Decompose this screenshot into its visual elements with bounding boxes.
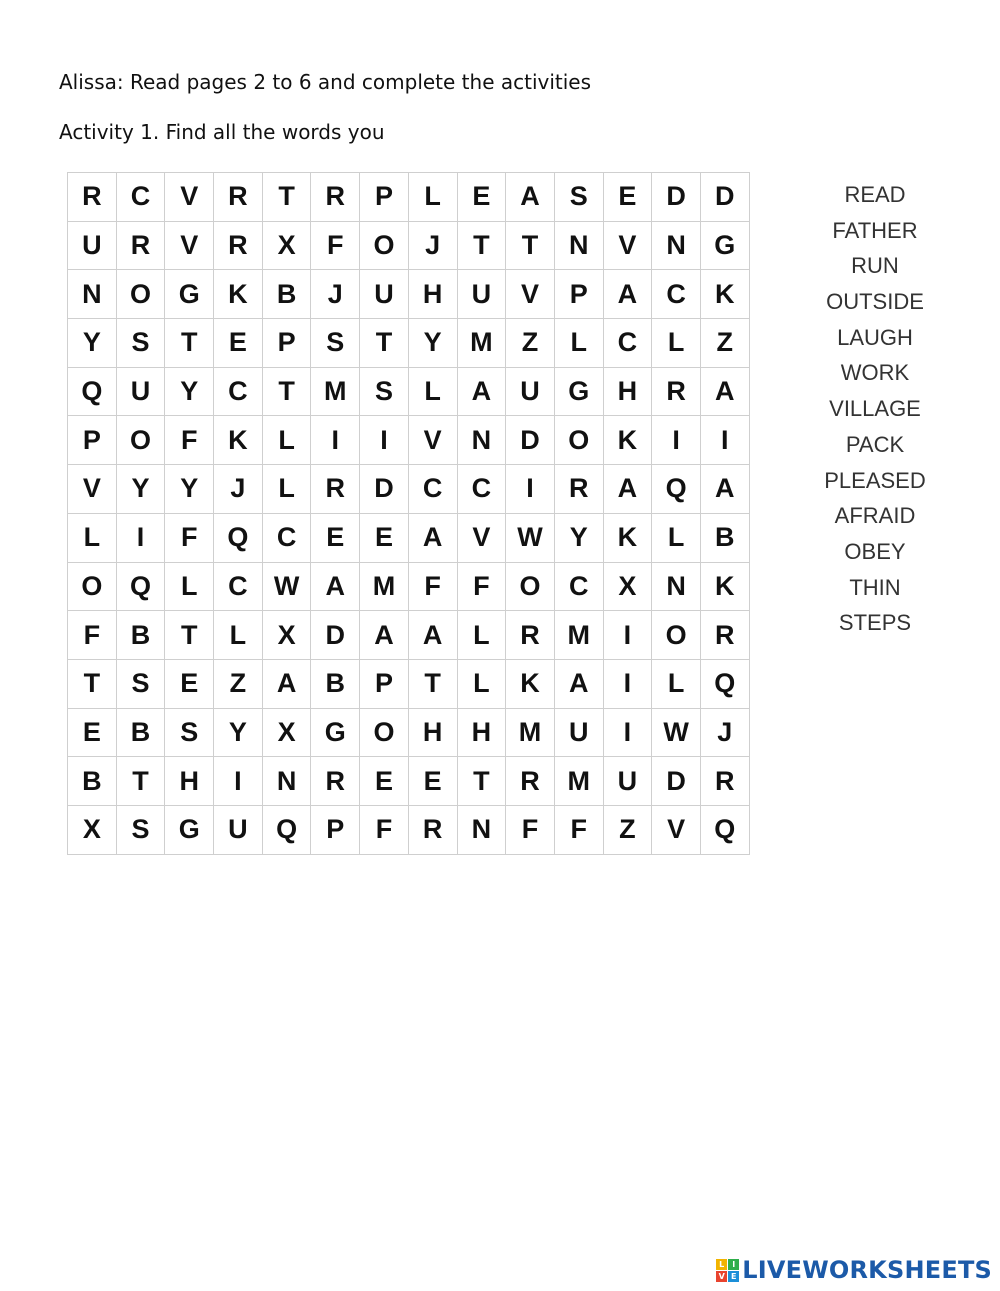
grid-cell[interactable]: A bbox=[408, 611, 457, 660]
grid-cell[interactable]: U bbox=[214, 805, 263, 854]
grid-cell[interactable]: M bbox=[311, 367, 360, 416]
grid-cell[interactable]: T bbox=[360, 319, 409, 368]
logo-letter-tile: I bbox=[728, 1259, 739, 1270]
grid-cell[interactable]: G bbox=[311, 708, 360, 757]
grid-cell[interactable]: L bbox=[457, 611, 506, 660]
grid-cell[interactable]: N bbox=[457, 416, 506, 465]
grid-cell[interactable]: I bbox=[603, 611, 652, 660]
grid-cell[interactable]: Q bbox=[68, 367, 117, 416]
grid-cell[interactable]: N bbox=[457, 805, 506, 854]
grid-cell[interactable]: U bbox=[603, 757, 652, 806]
grid-cell[interactable]: R bbox=[311, 465, 360, 514]
grid-cell[interactable]: E bbox=[311, 513, 360, 562]
grid-row bbox=[68, 319, 750, 368]
grid-cell[interactable]: S bbox=[116, 659, 165, 708]
grid-cell[interactable]: P bbox=[311, 805, 360, 854]
word-list-item: THIN bbox=[849, 574, 901, 600]
grid-cell[interactable]: F bbox=[408, 562, 457, 611]
grid-row bbox=[68, 270, 750, 319]
grid-cell[interactable]: X bbox=[262, 611, 311, 660]
grid-cell[interactable]: J bbox=[214, 465, 263, 514]
grid-cell[interactable]: E bbox=[165, 659, 214, 708]
grid-cell[interactable]: B bbox=[700, 513, 749, 562]
grid-cell[interactable]: R bbox=[311, 173, 360, 222]
grid-cell[interactable]: G bbox=[700, 221, 749, 270]
grid-cell[interactable]: L bbox=[262, 416, 311, 465]
grid-cell[interactable]: F bbox=[165, 513, 214, 562]
grid-cell[interactable]: T bbox=[165, 611, 214, 660]
grid-cell[interactable]: T bbox=[116, 757, 165, 806]
grid-cell[interactable]: S bbox=[165, 708, 214, 757]
grid-cell[interactable]: R bbox=[700, 611, 749, 660]
grid-cell[interactable]: F bbox=[457, 562, 506, 611]
grid-cell[interactable]: W bbox=[506, 513, 555, 562]
grid-cell[interactable]: O bbox=[68, 562, 117, 611]
grid-cell[interactable]: L bbox=[68, 513, 117, 562]
word-list-item: AFRAID bbox=[834, 503, 916, 529]
grid-row bbox=[68, 805, 750, 854]
grid-cell[interactable]: E bbox=[408, 757, 457, 806]
grid-cell[interactable]: B bbox=[68, 757, 117, 806]
grid-cell[interactable]: A bbox=[700, 465, 749, 514]
grid-row bbox=[68, 659, 750, 708]
word-list-item: OUTSIDE bbox=[826, 289, 924, 315]
grid-cell[interactable]: K bbox=[506, 659, 555, 708]
grid-row bbox=[68, 416, 750, 465]
grid-cell[interactable]: Q bbox=[214, 513, 263, 562]
grid-cell[interactable]: Y bbox=[408, 319, 457, 368]
grid-cell[interactable]: D bbox=[652, 173, 701, 222]
grid-cell[interactable]: M bbox=[506, 708, 555, 757]
grid-cell[interactable]: T bbox=[457, 221, 506, 270]
grid-cell[interactable]: R bbox=[214, 221, 263, 270]
grid-cell[interactable]: B bbox=[262, 270, 311, 319]
grid-cell[interactable]: A bbox=[262, 659, 311, 708]
grid-cell[interactable]: F bbox=[554, 805, 603, 854]
grid-cell[interactable]: K bbox=[603, 416, 652, 465]
grid-cell[interactable]: V bbox=[457, 513, 506, 562]
grid-cell[interactable]: Y bbox=[554, 513, 603, 562]
grid-cell[interactable]: O bbox=[652, 611, 701, 660]
grid-cell[interactable]: I bbox=[506, 465, 555, 514]
grid-cell[interactable]: T bbox=[506, 221, 555, 270]
grid-row bbox=[68, 513, 750, 562]
grid-cell[interactable]: D bbox=[652, 757, 701, 806]
grid-cell[interactable]: C bbox=[262, 513, 311, 562]
grid-cell[interactable]: U bbox=[506, 367, 555, 416]
grid-cell[interactable]: W bbox=[262, 562, 311, 611]
grid-cell[interactable]: I bbox=[116, 513, 165, 562]
word-list-item: PACK bbox=[845, 431, 905, 457]
grid-cell[interactable]: V bbox=[408, 416, 457, 465]
liveworksheets-brand bbox=[716, 1252, 992, 1288]
word-list-item: VILLAGE bbox=[829, 396, 921, 422]
grid-cell[interactable]: F bbox=[311, 221, 360, 270]
word-list-item: STEPS bbox=[838, 610, 912, 636]
grid-cell[interactable]: F bbox=[506, 805, 555, 854]
grid-cell[interactable]: I bbox=[360, 416, 409, 465]
word-list-item: PLEASED bbox=[824, 467, 926, 493]
grid-cell[interactable]: C bbox=[652, 270, 701, 319]
grid-cell[interactable]: V bbox=[506, 270, 555, 319]
grid-cell[interactable]: K bbox=[214, 416, 263, 465]
grid-cell[interactable]: H bbox=[165, 757, 214, 806]
grid-cell[interactable]: J bbox=[700, 708, 749, 757]
grid-cell[interactable]: B bbox=[116, 611, 165, 660]
word-list bbox=[800, 180, 950, 644]
grid-cell[interactable]: A bbox=[554, 659, 603, 708]
grid-cell[interactable]: I bbox=[652, 416, 701, 465]
grid-cell[interactable]: L bbox=[262, 465, 311, 514]
grid-cell[interactable]: A bbox=[603, 465, 652, 514]
grid-cell[interactable]: J bbox=[311, 270, 360, 319]
grid-cell[interactable]: D bbox=[360, 465, 409, 514]
grid-cell[interactable]: L bbox=[214, 611, 263, 660]
grid-row bbox=[68, 367, 750, 416]
grid-cell[interactable]: O bbox=[360, 708, 409, 757]
grid-cell[interactable]: E bbox=[360, 757, 409, 806]
liveworksheets-logo-icon bbox=[716, 1259, 739, 1282]
grid-cell[interactable]: E bbox=[360, 513, 409, 562]
grid-cell[interactable]: E bbox=[214, 319, 263, 368]
grid-cell[interactable]: R bbox=[116, 221, 165, 270]
word-list-item: LAUGH bbox=[837, 324, 913, 350]
grid-cell[interactable]: S bbox=[116, 319, 165, 368]
word-search-grid bbox=[67, 172, 750, 855]
grid-cell[interactable]: A bbox=[408, 513, 457, 562]
grid-cell[interactable]: O bbox=[360, 221, 409, 270]
grid-cell[interactable]: M bbox=[554, 757, 603, 806]
grid-cell[interactable]: G bbox=[554, 367, 603, 416]
grid-cell[interactable]: U bbox=[554, 708, 603, 757]
grid-cell[interactable]: A bbox=[311, 562, 360, 611]
grid-cell[interactable]: K bbox=[603, 513, 652, 562]
grid-cell[interactable]: R bbox=[506, 757, 555, 806]
brand-name: LIVEWORKSHEETS bbox=[742, 1256, 992, 1284]
grid-cell[interactable]: Q bbox=[700, 659, 749, 708]
word-list-item: WORK bbox=[840, 360, 910, 386]
grid-row bbox=[68, 562, 750, 611]
grid-row bbox=[68, 221, 750, 270]
grid-cell[interactable]: V bbox=[68, 465, 117, 514]
grid-cell[interactable]: U bbox=[360, 270, 409, 319]
grid-cell[interactable]: L bbox=[652, 659, 701, 708]
grid-cell[interactable]: L bbox=[408, 173, 457, 222]
grid-cell[interactable]: A bbox=[457, 367, 506, 416]
grid-cell[interactable]: A bbox=[700, 367, 749, 416]
grid-cell[interactable]: R bbox=[700, 757, 749, 806]
grid-cell[interactable]: I bbox=[603, 708, 652, 757]
grid-cell[interactable]: Q bbox=[262, 805, 311, 854]
grid-cell[interactable]: K bbox=[700, 562, 749, 611]
grid-cell[interactable]: S bbox=[554, 173, 603, 222]
grid-cell[interactable]: H bbox=[408, 708, 457, 757]
grid-cell[interactable]: T bbox=[165, 319, 214, 368]
grid-cell[interactable]: H bbox=[457, 708, 506, 757]
grid-cell[interactable]: L bbox=[165, 562, 214, 611]
grid-cell[interactable]: A bbox=[360, 611, 409, 660]
grid-cell[interactable]: Y bbox=[68, 319, 117, 368]
grid-row bbox=[68, 708, 750, 757]
grid-cell[interactable]: H bbox=[408, 270, 457, 319]
grid-cell[interactable]: T bbox=[408, 659, 457, 708]
grid-row bbox=[68, 611, 750, 660]
grid-cell[interactable]: N bbox=[262, 757, 311, 806]
grid-cell[interactable]: L bbox=[652, 319, 701, 368]
logo-letter-tile: V bbox=[716, 1271, 727, 1282]
grid-cell[interactable]: L bbox=[652, 513, 701, 562]
grid-cell[interactable]: C bbox=[214, 562, 263, 611]
grid-cell[interactable]: C bbox=[408, 465, 457, 514]
grid-cell[interactable]: I bbox=[311, 416, 360, 465]
grid-cell[interactable]: T bbox=[68, 659, 117, 708]
grid-cell[interactable]: Z bbox=[214, 659, 263, 708]
grid-cell[interactable]: R bbox=[506, 611, 555, 660]
grid-cell[interactable]: M bbox=[457, 319, 506, 368]
grid-cell[interactable]: N bbox=[652, 221, 701, 270]
grid-cell[interactable]: U bbox=[457, 270, 506, 319]
grid-cell[interactable]: B bbox=[116, 708, 165, 757]
grid-cell[interactable]: D bbox=[506, 416, 555, 465]
grid-cell[interactable]: S bbox=[360, 367, 409, 416]
grid-cell[interactable]: R bbox=[408, 805, 457, 854]
word-list-item: RUN bbox=[851, 253, 899, 279]
grid-cell[interactable]: L bbox=[408, 367, 457, 416]
grid-row bbox=[68, 757, 750, 806]
grid-cell[interactable]: V bbox=[603, 221, 652, 270]
grid-cell[interactable]: I bbox=[700, 416, 749, 465]
word-list-item: FATHER bbox=[832, 217, 918, 243]
grid-cell[interactable]: L bbox=[457, 659, 506, 708]
grid-cell[interactable]: G bbox=[165, 270, 214, 319]
grid-cell[interactable]: F bbox=[165, 416, 214, 465]
grid-cell[interactable]: Q bbox=[700, 805, 749, 854]
grid-cell[interactable]: P bbox=[68, 416, 117, 465]
grid-row bbox=[68, 465, 750, 514]
grid-cell[interactable]: O bbox=[554, 416, 603, 465]
grid-cell[interactable]: C bbox=[603, 319, 652, 368]
grid-cell[interactable]: E bbox=[68, 708, 117, 757]
grid-cell[interactable]: T bbox=[262, 173, 311, 222]
grid-cell[interactable]: M bbox=[554, 611, 603, 660]
grid-cell[interactable]: V bbox=[165, 173, 214, 222]
grid-cell[interactable]: X bbox=[68, 805, 117, 854]
grid-cell[interactable]: U bbox=[68, 221, 117, 270]
grid-cell[interactable]: O bbox=[506, 562, 555, 611]
grid-cell[interactable]: R bbox=[68, 173, 117, 222]
grid-cell[interactable]: W bbox=[652, 708, 701, 757]
grid-cell[interactable]: N bbox=[652, 562, 701, 611]
grid-cell[interactable]: S bbox=[116, 805, 165, 854]
grid-cell[interactable]: Z bbox=[700, 319, 749, 368]
grid-cell[interactable]: C bbox=[554, 562, 603, 611]
grid-cell[interactable]: X bbox=[262, 708, 311, 757]
grid-cell[interactable]: Y bbox=[165, 367, 214, 416]
grid-cell[interactable]: V bbox=[165, 221, 214, 270]
logo-letter-tile: L bbox=[716, 1259, 727, 1270]
grid-cell[interactable]: E bbox=[603, 173, 652, 222]
grid-cell[interactable]: F bbox=[68, 611, 117, 660]
grid-cell[interactable]: M bbox=[360, 562, 409, 611]
grid-cell[interactable]: C bbox=[116, 173, 165, 222]
grid-cell[interactable]: F bbox=[360, 805, 409, 854]
grid-cell[interactable]: O bbox=[116, 416, 165, 465]
grid-cell[interactable]: R bbox=[214, 173, 263, 222]
grid-cell[interactable]: D bbox=[700, 173, 749, 222]
grid-cell[interactable]: I bbox=[214, 757, 263, 806]
grid-cell[interactable]: G bbox=[165, 805, 214, 854]
grid-cell[interactable]: C bbox=[214, 367, 263, 416]
grid-cell[interactable]: X bbox=[262, 221, 311, 270]
grid-cell[interactable]: P bbox=[262, 319, 311, 368]
grid-cell[interactable]: E bbox=[457, 173, 506, 222]
instruction-text: Alissa: Read pages 2 to 6 and complete the activities bbox=[59, 70, 592, 94]
grid-cell[interactable]: T bbox=[457, 757, 506, 806]
grid-cell[interactable]: H bbox=[603, 367, 652, 416]
grid-cell[interactable]: Q bbox=[652, 465, 701, 514]
grid-cell[interactable]: D bbox=[311, 611, 360, 660]
grid-cell[interactable]: V bbox=[652, 805, 701, 854]
grid-cell[interactable]: Z bbox=[506, 319, 555, 368]
grid-cell[interactable]: C bbox=[457, 465, 506, 514]
word-list-item: OBEY bbox=[844, 538, 906, 564]
grid-cell[interactable]: K bbox=[214, 270, 263, 319]
word-list-item: READ bbox=[844, 182, 906, 207]
grid-cell[interactable]: R bbox=[652, 367, 701, 416]
grid-cell[interactable]: N bbox=[68, 270, 117, 319]
grid-cell[interactable]: J bbox=[408, 221, 457, 270]
grid-cell[interactable]: Y bbox=[165, 465, 214, 514]
activity-title: Activity 1. Find all the words you bbox=[59, 120, 385, 144]
grid-cell[interactable]: R bbox=[554, 465, 603, 514]
grid-cell[interactable]: U bbox=[116, 367, 165, 416]
grid-cell[interactable]: P bbox=[360, 659, 409, 708]
grid-cell[interactable]: R bbox=[311, 757, 360, 806]
grid-cell[interactable]: L bbox=[554, 319, 603, 368]
grid-cell[interactable]: Y bbox=[214, 708, 263, 757]
logo-letter-tile: E bbox=[728, 1271, 739, 1282]
grid-cell[interactable]: X bbox=[603, 562, 652, 611]
grid-cell[interactable]: N bbox=[554, 221, 603, 270]
grid-cell[interactable]: P bbox=[554, 270, 603, 319]
grid-cell[interactable]: O bbox=[116, 270, 165, 319]
grid-cell[interactable]: P bbox=[360, 173, 409, 222]
grid-cell[interactable]: T bbox=[262, 367, 311, 416]
grid-cell[interactable]: Z bbox=[603, 805, 652, 854]
grid-cell[interactable]: B bbox=[311, 659, 360, 708]
grid-cell[interactable]: A bbox=[506, 173, 555, 222]
grid-cell[interactable]: S bbox=[311, 319, 360, 368]
grid-cell[interactable]: Y bbox=[116, 465, 165, 514]
grid-cell[interactable]: Q bbox=[116, 562, 165, 611]
grid-row bbox=[68, 173, 750, 222]
grid-cell[interactable]: K bbox=[700, 270, 749, 319]
grid-cell[interactable]: I bbox=[603, 659, 652, 708]
grid-cell[interactable]: A bbox=[603, 270, 652, 319]
